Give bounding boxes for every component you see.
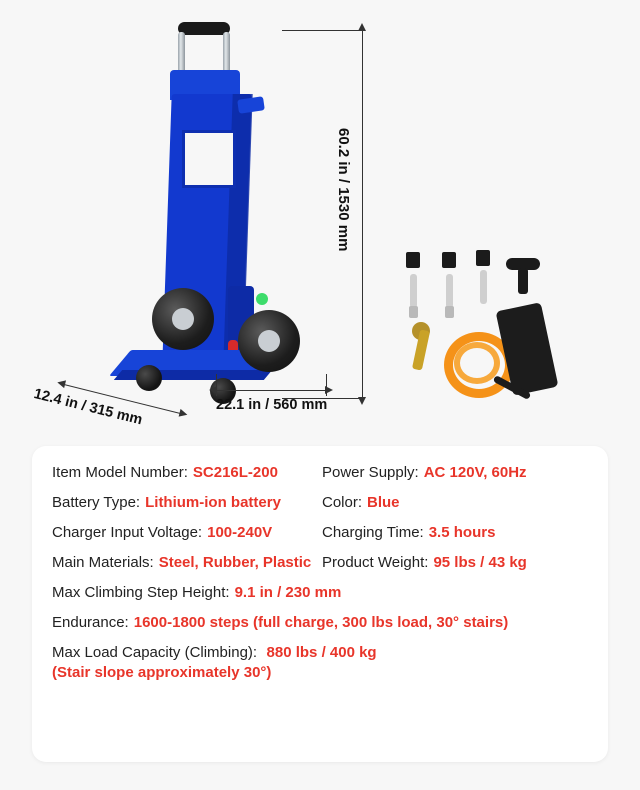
width-dimension-label: 22.1 in / 560 mm bbox=[216, 397, 328, 413]
spec-item-max-load-capacity bbox=[52, 644, 592, 681]
specification-grid bbox=[52, 464, 592, 694]
width-dimension-line bbox=[216, 390, 326, 391]
spec-label: Item Model Number: bbox=[52, 464, 188, 481]
spec-value: Blue bbox=[367, 494, 400, 511]
spec-row bbox=[52, 554, 592, 571]
spec-label: Color: bbox=[322, 494, 363, 511]
frame-side-arm bbox=[237, 96, 265, 113]
spec-label: Max Climbing Step Height: bbox=[52, 584, 230, 601]
spec-row bbox=[52, 644, 592, 681]
spec-value: 1600-1800 steps (full charge, 300 lbs load, 30° stairs) bbox=[133, 614, 509, 631]
spec-item-endurance bbox=[52, 614, 592, 631]
spec-value: Steel, Rubber, Plastic bbox=[158, 554, 312, 571]
spec-label: Power Supply: bbox=[322, 464, 419, 481]
spec-value: 9.1 in / 230 mm bbox=[234, 584, 342, 601]
wheel-rear bbox=[152, 288, 214, 350]
spec-value: AC 120V, 60Hz bbox=[423, 464, 527, 481]
spec-label: Battery Type: bbox=[52, 494, 141, 511]
plug-head-1 bbox=[406, 252, 420, 268]
spec-row bbox=[52, 584, 592, 601]
spec-item-color bbox=[322, 494, 592, 511]
cable-3 bbox=[480, 270, 487, 304]
wheel-front bbox=[238, 310, 300, 372]
hand-truck-image bbox=[110, 10, 350, 410]
spec-value: Lithium-ion battery bbox=[145, 494, 281, 511]
spec-value: 3.5 hours bbox=[428, 524, 496, 541]
spec-row bbox=[52, 494, 592, 511]
power-knob-icon bbox=[256, 293, 268, 305]
spec-item-max-climbing-step-height bbox=[52, 584, 592, 601]
spec-label: Main Materials: bbox=[52, 554, 154, 571]
cable-1 bbox=[410, 274, 417, 308]
spec-value: SC216L-200 bbox=[192, 464, 278, 481]
height-dimension-cap-top bbox=[282, 30, 364, 31]
spec-item-charging-time bbox=[322, 524, 592, 541]
plug-tip-1 bbox=[409, 306, 418, 318]
spec-label: Max Load Capacity (Climbing): bbox=[52, 644, 258, 661]
spec-item-main-materials bbox=[52, 554, 322, 571]
spec-item-product-weight bbox=[322, 554, 592, 571]
spec-value: 100-240V bbox=[207, 524, 273, 541]
spec-label: Product Weight: bbox=[322, 554, 429, 571]
accessories-image bbox=[400, 248, 620, 428]
spec-value: 95 lbs / 43 kg bbox=[433, 554, 527, 571]
height-dimension-line bbox=[362, 30, 363, 398]
spec-label: Charger Input Voltage: bbox=[52, 524, 203, 541]
caster-left bbox=[136, 365, 162, 391]
frame-window bbox=[182, 130, 236, 188]
spec-item-charger-input-voltage bbox=[52, 524, 322, 541]
spec-row bbox=[52, 524, 592, 541]
spec-item-power-supply bbox=[322, 464, 592, 481]
depth-dimension-label: 12.4 in / 315 mm bbox=[32, 386, 144, 429]
spec-label: Charging Time: bbox=[322, 524, 424, 541]
spec-item-model-number bbox=[52, 464, 322, 481]
spec-note: (Stair slope approximately 30°) bbox=[52, 664, 272, 681]
cable-2 bbox=[446, 274, 453, 308]
spec-item-battery-type bbox=[52, 494, 322, 511]
specification-card bbox=[32, 446, 608, 762]
plug-head-2 bbox=[442, 252, 456, 268]
knob-stem bbox=[518, 268, 528, 294]
height-dimension-label: 60.2 in / 1530 mm bbox=[335, 128, 352, 252]
spec-label: Endurance: bbox=[52, 614, 129, 631]
plug-tip-2 bbox=[445, 306, 454, 318]
spec-row bbox=[52, 464, 592, 481]
plug-head-3 bbox=[476, 250, 490, 266]
spec-value: 880 lbs / 400 kg bbox=[266, 644, 377, 661]
spec-row bbox=[52, 614, 592, 631]
